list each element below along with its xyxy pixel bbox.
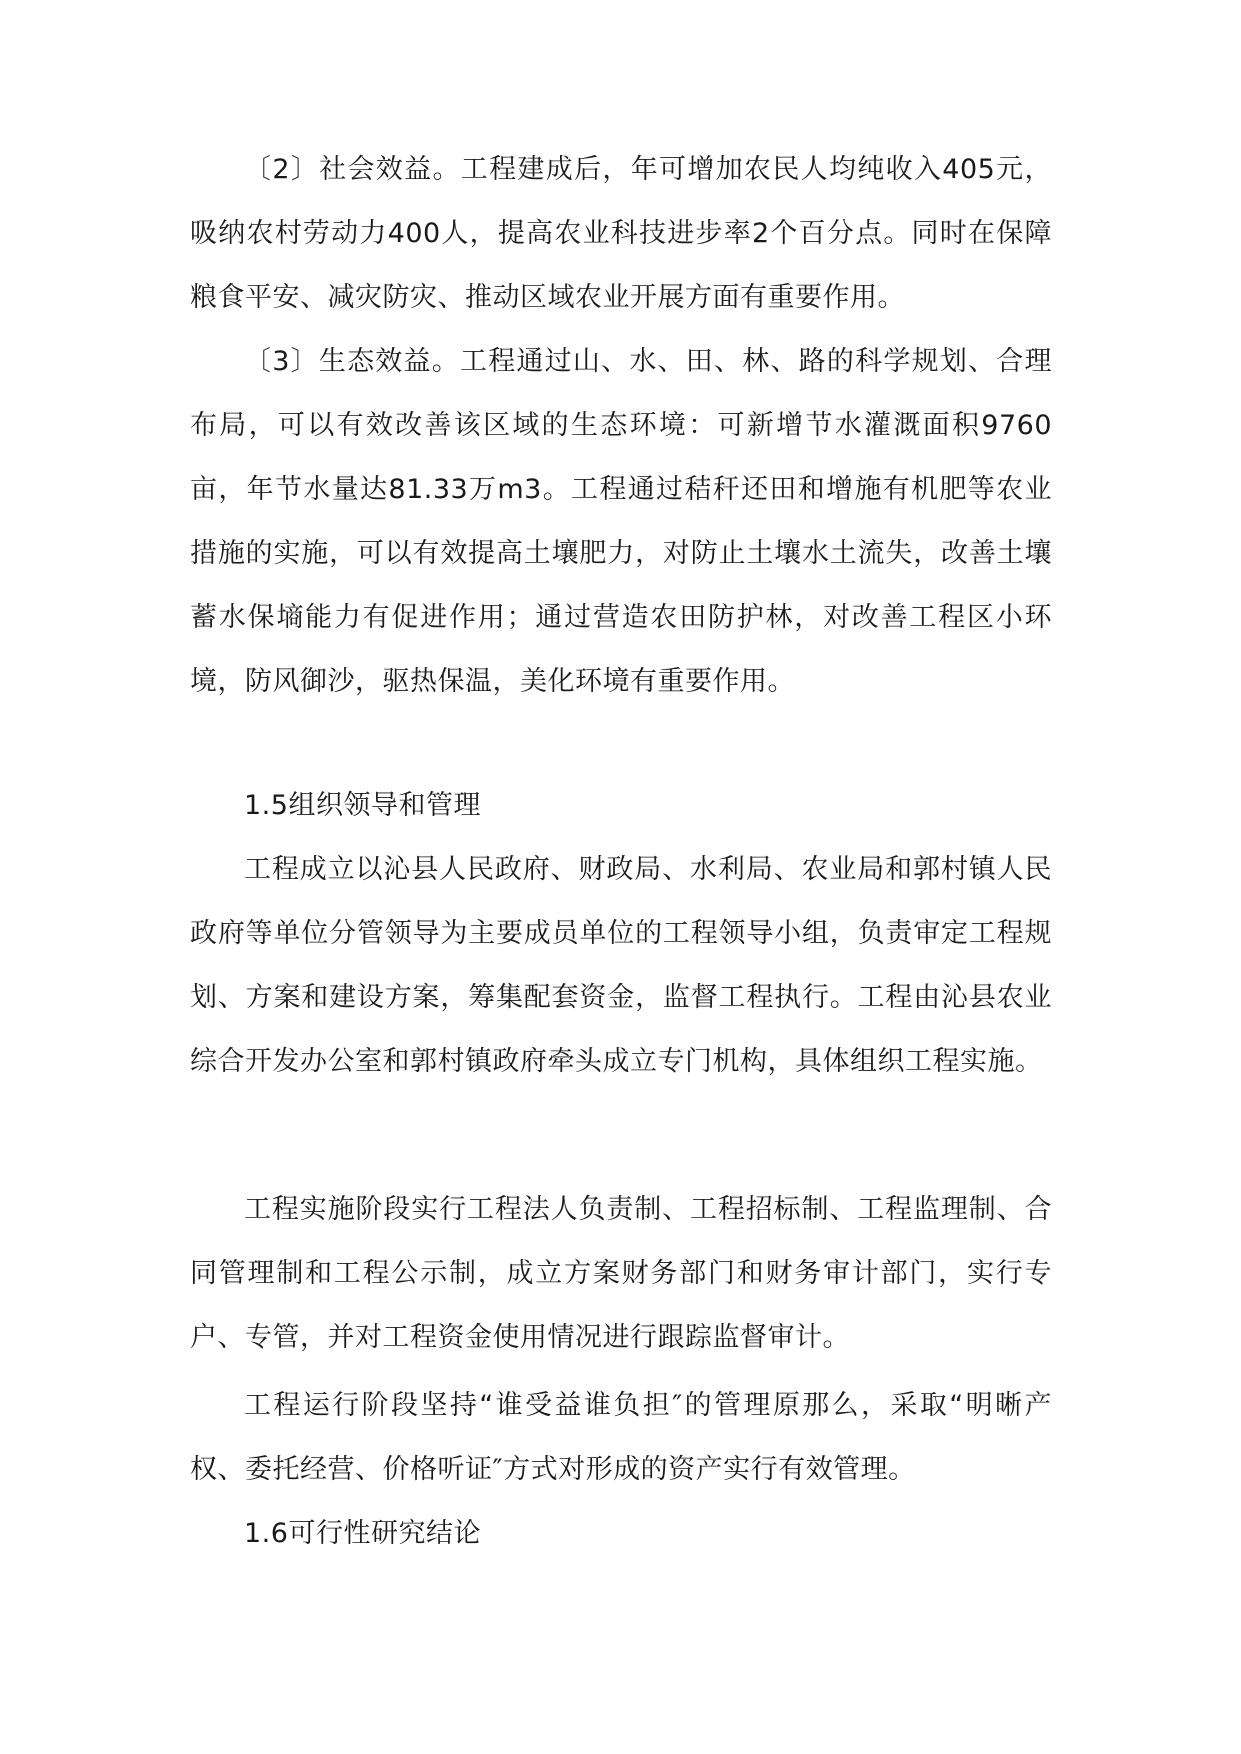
paragraph-operation-management: 工程运行阶段坚持“谁受益谁负担″的管理原那么，采取“明晰产权、委托经营、价格听证″方式对形成的资产实行有效管理。 bbox=[190, 1390, 1052, 1485]
paragraph-ecological-benefit: 〔3〕生态效益。工程通过山、水、田、林、路的科学规划、合理布局，可以有效改善该区域的生态环境：可新增节水灌溉面积9760亩，年节水量达81.33万m3。工程通过秸秆还田和增施有机肥等农业措施的实施，可以有效提高土壤肥力，对防止土壤水土流失，改善土壤蓄水保墒能力有促进作用；通过营造农田防护林，对改善工程区小环境，防风御沙，驱热保温，美化环境有重要作用。 bbox=[190, 346, 1052, 697]
section-heading-1-5: 1.5组织领导和管理 bbox=[244, 790, 481, 821]
paragraph-organization-leadership: 工程成立以沁县人民政府、财政局、水利局、农业局和郭村镇人民政府等单位分管领导为主要成员单位的工程领导小组，负责审定工程规划、方案和建设方案，筹集配套资金，监督工程执行。工程由沁县农业综合开发办公室和郭村镇政府牵头成立专门机构，具体组织工程实施。 bbox=[190, 854, 1052, 1077]
section-heading-1-6: 1.6可行性研究结论 bbox=[244, 1518, 481, 1549]
paragraph-social-benefit: 〔2〕社会效益。工程建成后，年可增加农民人均纯收入405元，吸纳农村劳动力400人，提高农业科技进步率2个百分点。同时在保障粮食平安、减灾防灾、推动区域农业开展方面有重要作用。 bbox=[190, 154, 1052, 313]
paragraph-implementation-management: 工程实施阶段实行工程法人负责制、工程招标制、工程监理制、合同管理制和工程公示制，成立方案财务部门和财务审计部门，实行专户、专管，并对工程资金使用情况进行跟踪监督审计。 bbox=[190, 1194, 1052, 1353]
